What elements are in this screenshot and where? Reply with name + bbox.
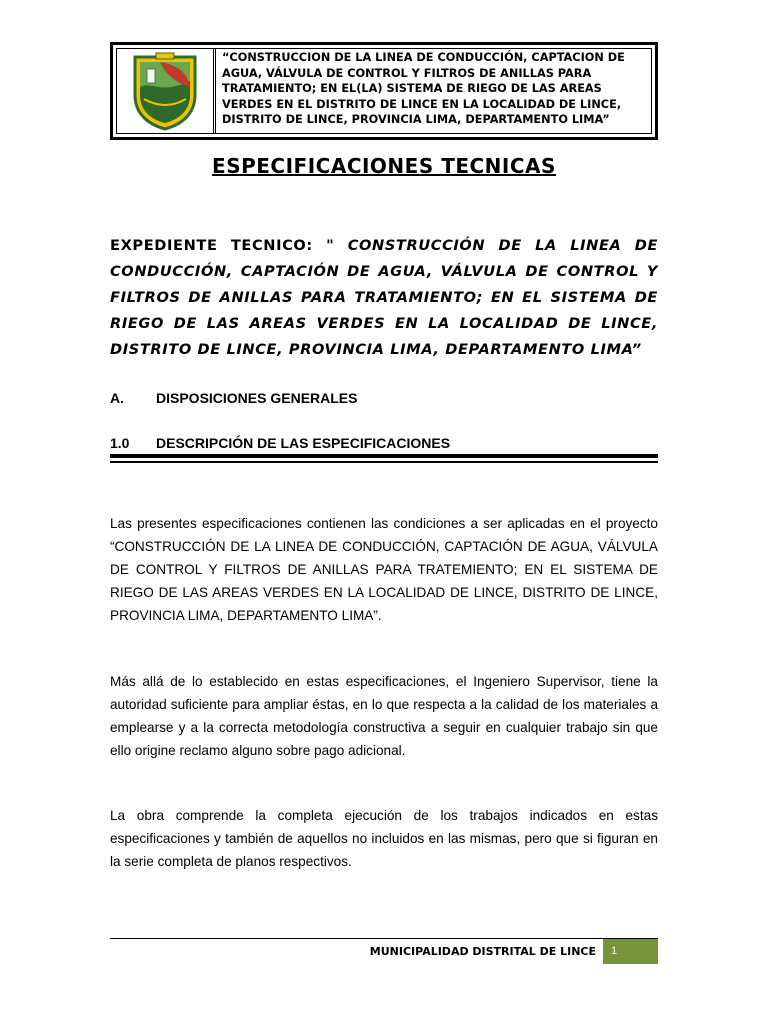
- municipal-crest-icon: [130, 51, 200, 131]
- paragraph: La obra comprende la completa ejecución de los trabajos indicados en estas especificaciones y también de aquellos no incluidos en las mismas, pero que si figuran en la serie completa de planos respectivos.: [110, 808, 658, 869]
- section-heading-a: [110, 390, 357, 406]
- expediente-label: EXPEDIENTE TECNICO: ": [110, 237, 348, 254]
- section-title: DISPOSICIONES GENERALES: [156, 390, 358, 406]
- document-header: [110, 42, 658, 140]
- section-divider-thick: [110, 454, 658, 458]
- paragraph: Más allá de lo establecido en estas especificaciones, el Ingeniero Supervisor, tiene la autoridad suficiente para ampliar éstas, en lo que respecta a la calidad de los materiales a emplearse y a la correcta metodología constructiva a seguir en cualquier trabajo sin que ello origine reclamo alguno sobre pago adicional.: [110, 674, 658, 758]
- footer-org: MUNICIPALIDAD DISTRITAL DE LINCE: [369, 945, 596, 958]
- logo-cell: [117, 49, 216, 133]
- section-title: DESCRIPCIÓN DE LAS ESPECIFICACIONES: [156, 435, 451, 451]
- section-heading-1: [110, 435, 450, 451]
- paragraph: Las presentes especificaciones contienen las condiciones a ser aplicadas en el proyecto “CONSTRUCCIÓN DE LA LINEA DE CONDUCCIÓN, CAPTACIÓN DE AGUA, VÁLVULA DE CONTROL Y FILTROS DE ANILLAS PARA TRATEMIENTO; EN EL SISTEMA DE RIEGO DE LAS AREAS VERDES EN LA LOCALIDAD DE LINCE, DISTRITO DE LINCE, PROVINCIA LIMA, DEPARTAMENTO LIMA”.: [110, 516, 658, 623]
- page-title: ESPECIFICACIONES TECNICAS: [212, 154, 556, 178]
- footer-divider: [110, 938, 658, 939]
- section-number: A.: [110, 390, 124, 406]
- expediente-block: [110, 233, 658, 363]
- header-project-title: “CONSTRUCCION DE LA LINEA DE CONDUCCIÓN, CAPTACION DE AGUA, VÁLVULA DE CONTROL Y FILTROS DE ANILLAS PARA TRATAMIENTO; EN EL(LA) SISTEMA DE RIEGO DE LAS AREAS VERDES EN EL DISTRITO DE LINCE EN LA LOCALIDAD DE LINCE, DISTRITO DE LINCE, PROVINCIA LIMA, DEPARTAMENTO LIMA”: [222, 51, 625, 126]
- section-number: 1.0: [110, 435, 130, 451]
- page-number: 1: [603, 939, 658, 964]
- expediente-name: CONSTRUCCIÓN DE LA LINEA DE CONDUCCIÓN, CAPTACIÓN DE AGUA, VÁLVULA DE CONTROL Y FILTROS DE ANILLAS PARA TRATAMIENTO; EN EL SISTEMA DE RIEGO DE LAS AREAS VERDES EN LA LOCALIDAD DE LINCE, DISTRITO DE LINCE, PROVINCIA LIMA, DEPARTAMENTO LIMA”: [110, 237, 659, 358]
- section-divider-thin: [110, 461, 658, 463]
